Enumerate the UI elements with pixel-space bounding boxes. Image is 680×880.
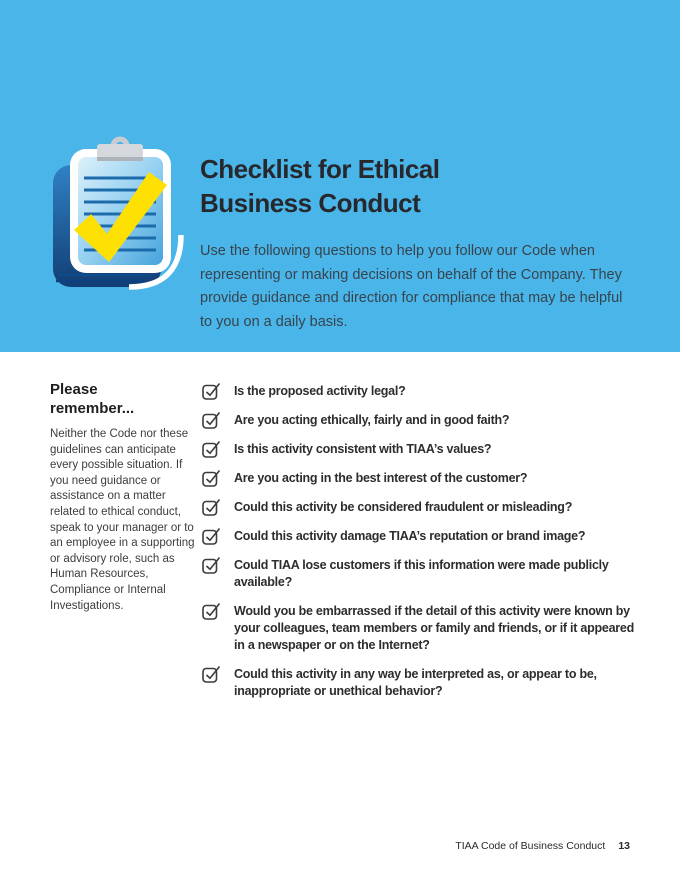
page-footer — [455, 840, 630, 852]
hero-band — [0, 0, 680, 352]
page-title-line2: Business Conduct — [200, 188, 421, 218]
checklist-item-text: Is the proposed activity legal? — [234, 384, 406, 398]
checklist-item — [202, 603, 634, 654]
sidebar-body-text: Neither the Code nor these guidelines can anticipate every possible situation. If you need guidance or assistance on a matter related to ethical conduct, speak to your manager or to an employee in a supporting or advisory role, such as Human Resources, Compliance or Internal Investigations. — [50, 428, 195, 612]
checklist-item-text: Would you be embarrassed if the detail of this activity were known by your colleagues, team members or family and friends, or if it appeared in a newspaper or on the Internet? — [234, 604, 634, 652]
checked-checkbox-icon — [202, 665, 222, 683]
checklist — [202, 383, 634, 700]
sidebar-note — [50, 381, 200, 614]
checklist-item-text: Is this activity consistent with TIAA’s values? — [234, 442, 492, 456]
checklist-item-text: Could this activity be considered fraudulent or misleading? — [234, 500, 573, 514]
checklist-item — [202, 666, 634, 700]
checked-checkbox-icon — [202, 556, 222, 574]
checked-checkbox-icon — [202, 469, 222, 487]
checklist-item-text: Could this activity damage TIAA’s reputation or brand image? — [234, 529, 586, 543]
checked-checkbox-icon — [202, 440, 222, 458]
intro-paragraph: Use the following questions to help you follow our Code when representing or making decisions on behalf of the Company. They provide guidance and direction for compliance that may be helpful to you on a daily basis. — [200, 243, 623, 330]
checklist-item — [202, 528, 634, 545]
checked-checkbox-icon — [202, 411, 222, 429]
sidebar-heading: Please remember... — [50, 381, 135, 417]
clipboard-checkmark-icon — [45, 133, 190, 295]
page-title — [200, 152, 439, 220]
footer-doc-title: TIAA Code of Business Conduct — [455, 840, 606, 852]
checklist-item-text: Are you acting in the best interest of the customer? — [234, 471, 528, 485]
footer-page-number: 13 — [618, 840, 630, 852]
checklist-item-text: Could this activity in any way be interpreted as, or appear to be, inappropriate or unethical behavior? — [234, 667, 597, 698]
checklist-item — [202, 412, 634, 429]
checklist-item — [202, 441, 634, 458]
checklist-item-text: Could TIAA lose customers if this information were made publicly available? — [234, 558, 609, 589]
page-title-line1: Checklist for Ethical — [200, 154, 440, 184]
checked-checkbox-icon — [202, 602, 222, 620]
checked-checkbox-icon — [202, 382, 222, 400]
checked-checkbox-icon — [202, 527, 222, 545]
checked-checkbox-icon — [202, 498, 222, 516]
checklist-item — [202, 499, 634, 516]
checklist-item — [202, 470, 634, 487]
checklist-item-text: Are you acting ethically, fairly and in good faith? — [234, 413, 510, 427]
checklist-item — [202, 383, 634, 400]
checklist-item — [202, 557, 634, 591]
